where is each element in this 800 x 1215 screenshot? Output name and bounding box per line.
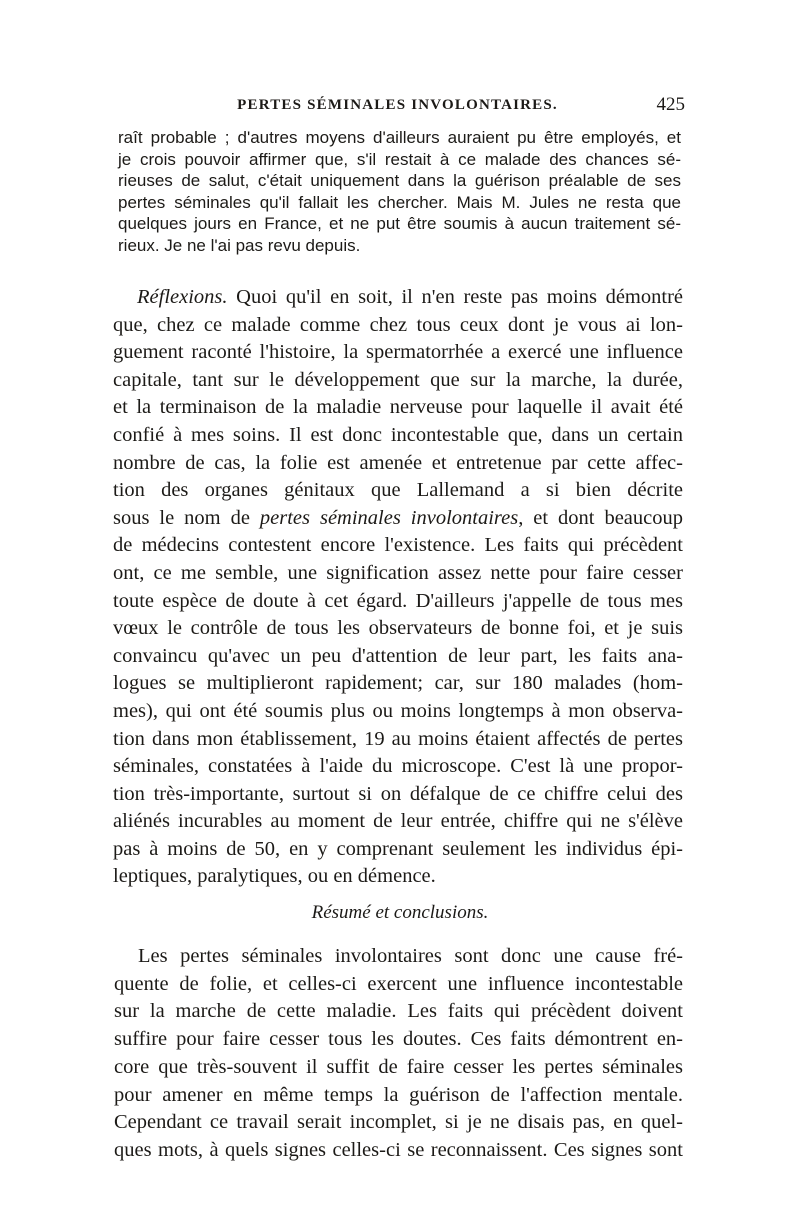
text-line: logues se multiplieront rapidement; car, sur 180 malades (hom- (113, 672, 683, 695)
text-line: pertes séminales qu'il fallait les chercher. Mais M. Jules ne resta que (118, 192, 681, 212)
text-line: sur la marche de cette maladie. Les faits qui précèdent doivent (114, 1000, 683, 1023)
text-line: Cependant ce travail serait incomplet, si je ne disais pas, en quel- (114, 1111, 683, 1134)
text-line: séminales, constatées à l'aide du microscope. C'est là une propor- (113, 755, 683, 778)
reflexions-label: Réflexions. (137, 286, 228, 308)
text-line: capitale, tant sur le développement que sur la marche, la durée, (113, 368, 683, 391)
text-line: vœux le contrôle de tous les observateurs de bonne foi, et je suis (113, 617, 683, 640)
page-number: 425 (656, 94, 685, 115)
text-line: aliénés incurables au moment de leur entrée, chiffre qui ne s'élève (113, 810, 683, 833)
text-line: de médecins contestent encore l'existence. Les faits qui précèdent (113, 534, 683, 557)
text-line: toute espèce de doute à cet égard. D'ailleurs j'appelle de tous mes (113, 589, 683, 612)
text-line: tion très-importante, surtout si on défalque de ce chiffre celui des (113, 782, 683, 805)
text-fragment: sous le nom de (113, 506, 260, 529)
text-line: ques mots, à quels signes celles-ci se reconnaissent. Ces signes sont (114, 1138, 683, 1161)
text-line: quente de folie, et celles-ci exercent une influence incontestable (114, 972, 683, 995)
text-line: leptiques, paralytiques, ou en démence. (113, 865, 436, 888)
conclusion-paragraph (114, 943, 683, 1165)
running-title: PERTES SÉMINALES INVOLONTAIRES. (237, 97, 558, 113)
reflexions-paragraph (113, 284, 683, 891)
text-line: je crois pouvoir affirmer que, s'il restait à ce malade des chances sé- (118, 149, 681, 169)
text-line: tion dans mon établissement, 19 au moins étaient affectés de pertes (113, 727, 683, 750)
text-line: Les pertes séminales involontaires sont donc une cause fré- (138, 945, 683, 967)
text-line: guement raconté l'histoire, la spermatorrhée a exercé une influence (113, 341, 683, 364)
text-line: suffire pour faire cesser tous les doutes. Ces faits démontrent en- (114, 1028, 683, 1051)
text-line: core que très-souvent il suffit de faire cesser les pertes séminales (114, 1055, 683, 1078)
text-line: confié à mes soins. Il est donc incontestable que, dans un certain (113, 423, 683, 446)
text-line: nombre de cas, la folie est amenée et entretenue par cette affec- (113, 451, 683, 474)
text-fragment: Quoi qu'il en soit, il n'en reste pas moins démontré (227, 286, 683, 308)
text-line: mes), qui ont été soumis plus ou moins longtemps à mon observa- (113, 699, 683, 722)
page-header (110, 94, 685, 123)
paragraph-continuation (118, 127, 681, 257)
text-line (113, 505, 683, 533)
italic-term: pertes séminales involontaires (259, 506, 519, 529)
text-line: rieuses de salut, c'était uniquement dans la guérison préalable de ses (118, 171, 681, 191)
section-heading: Résumé et conclusions. (311, 902, 489, 923)
text-line: tion des organes génitaux que Lallemand a si bien décrite (113, 479, 683, 502)
text-line: convaincu qu'avec un peu d'attention de leur part, les faits ana- (113, 644, 683, 667)
text-line: quelques jours en France, et ne put être soumis à aucun traitement sé- (118, 214, 681, 234)
text-line: ont, ce me semble, une signification assez nette pour faire cesser (113, 561, 683, 584)
text-fragment: , et dont beaucoup (518, 506, 684, 529)
text-line: rieux. Je ne l'ai pas revu depuis. (118, 235, 361, 255)
text-line: et la terminaison de la maladie nerveuse pour laquelle il avait été (113, 396, 683, 419)
text-line (113, 284, 683, 312)
text-line: que, chez ce malade comme chez tous ceux dont je vous ai lon- (113, 313, 683, 336)
text-line: pour amener en même temps la guérison de l'affection mentale. (114, 1083, 683, 1106)
text-line: raît probable ; d'autres moyens d'ailleurs auraient pu être employés, et (118, 128, 681, 147)
text-line: pas à moins de 50, en y comprenant seulement les individus épi- (113, 837, 683, 860)
